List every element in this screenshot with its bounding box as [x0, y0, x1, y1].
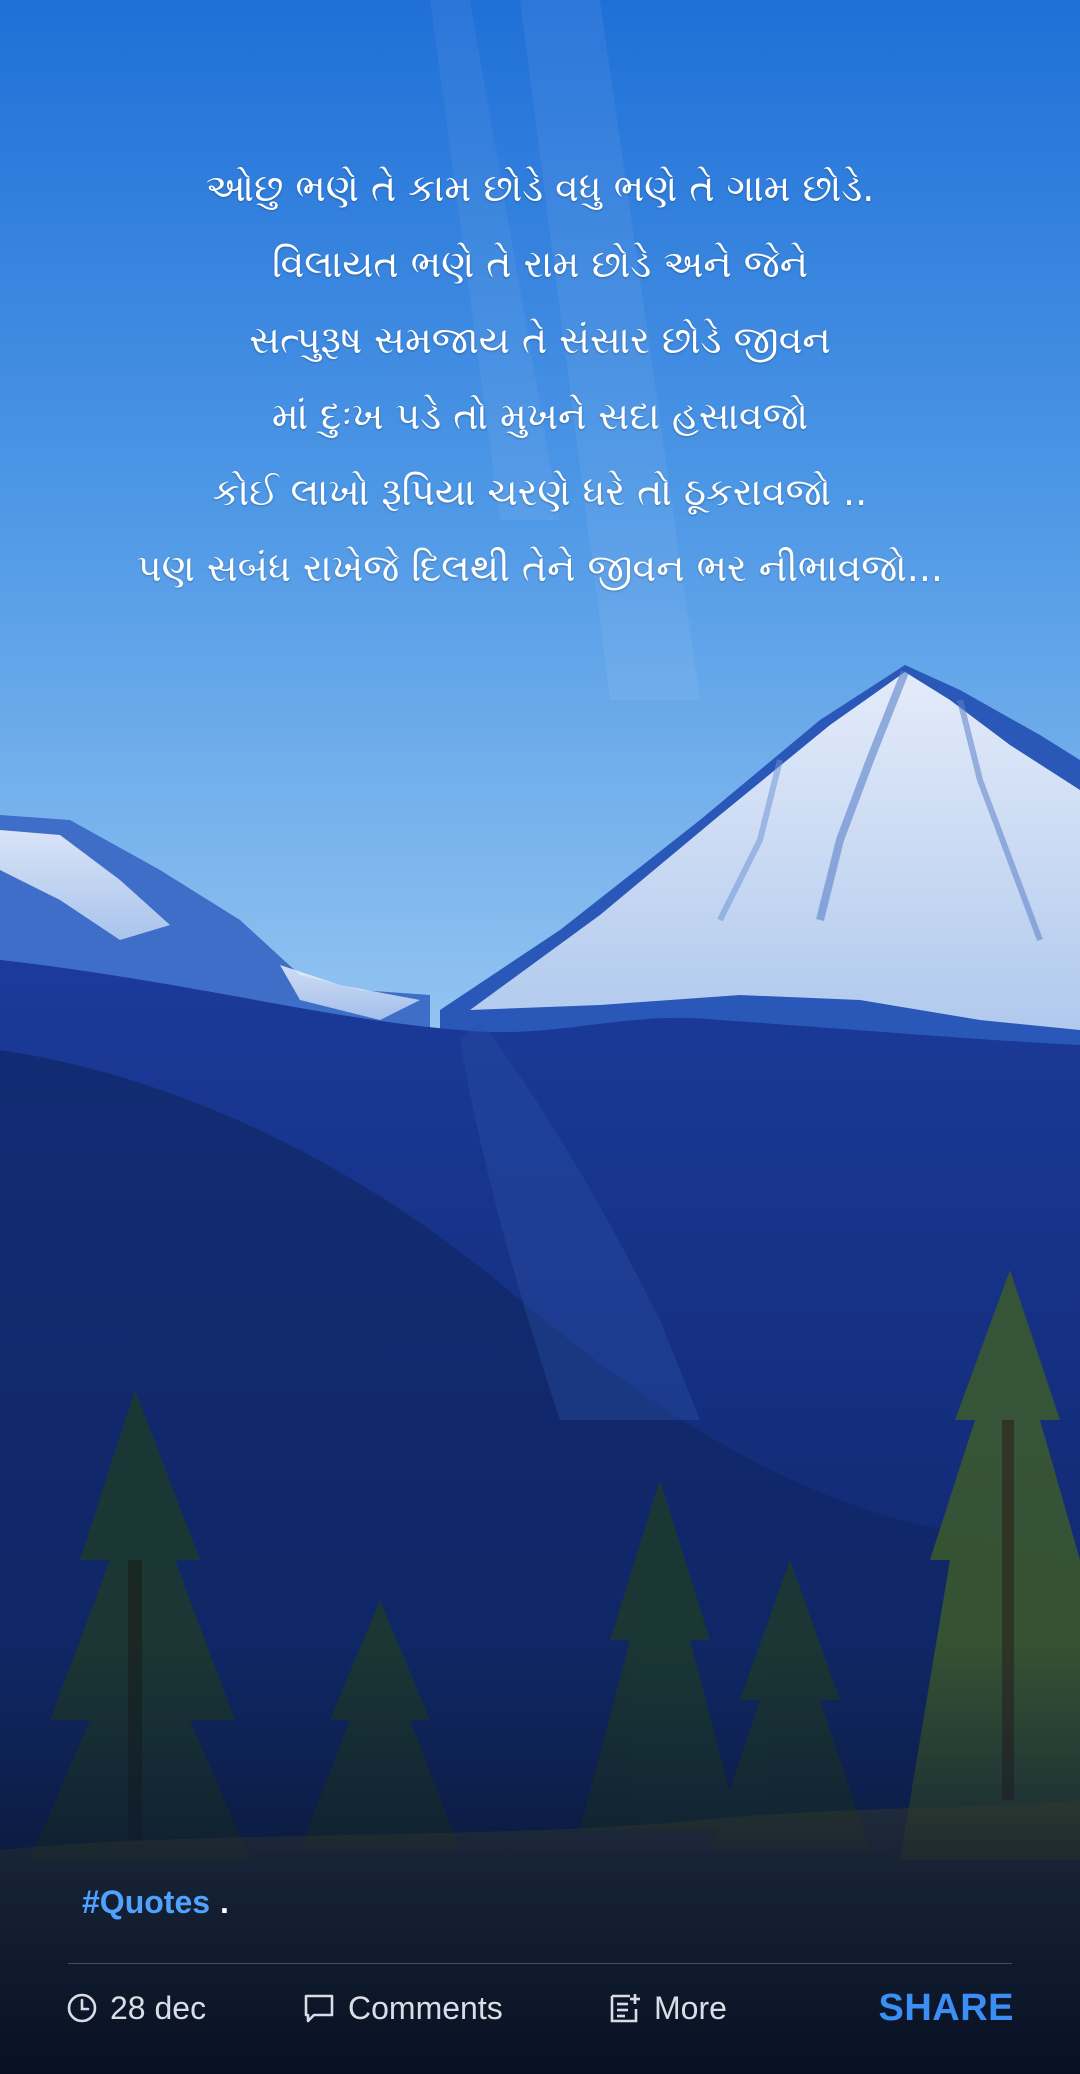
quote-line: પણ સબંધ રાખેજે દિલથી તેને જીવન ભર નીભાવજો... — [136, 546, 943, 590]
quote-line: વિલાયત ભણે તે રામ છોડે અને જેને — [272, 242, 808, 286]
more-label: More — [654, 1989, 727, 2026]
date-item — [66, 1968, 206, 2048]
action-bar — [66, 1968, 1014, 2048]
quote-line: કોઈ લાખો રૂપિયા ચરણે ધરે તો ઠૂકરાવજો .. — [212, 470, 868, 514]
quote-line: સત્પુરૂષ સમજાય તે સંસાર છોડે જીવન — [249, 318, 831, 362]
post-date: 28 dec — [110, 1989, 207, 2026]
tag-row — [82, 1880, 229, 1924]
hashtag-link[interactable]: #Quotes — [82, 1883, 211, 1920]
note-add-icon — [608, 1991, 642, 2025]
comments-button[interactable] — [302, 1968, 503, 2048]
divider — [68, 1963, 1012, 1964]
tag-separator: . — [220, 1883, 229, 1920]
comments-label: Comments — [348, 1989, 503, 2026]
quote-text — [80, 150, 1000, 606]
quote-line: ઓછુ ભણે તે કામ છોડે વધુ ભણે તે ગામ છોડે. — [205, 166, 875, 210]
clock-icon — [66, 1992, 98, 2024]
comment-icon — [302, 1991, 336, 2025]
share-button[interactable]: SHARE — [878, 1986, 1014, 2029]
more-button[interactable] — [608, 1968, 727, 2048]
quote-line: માં દુઃખ પડે તો મુખને સદા હસાવજો — [271, 394, 809, 438]
